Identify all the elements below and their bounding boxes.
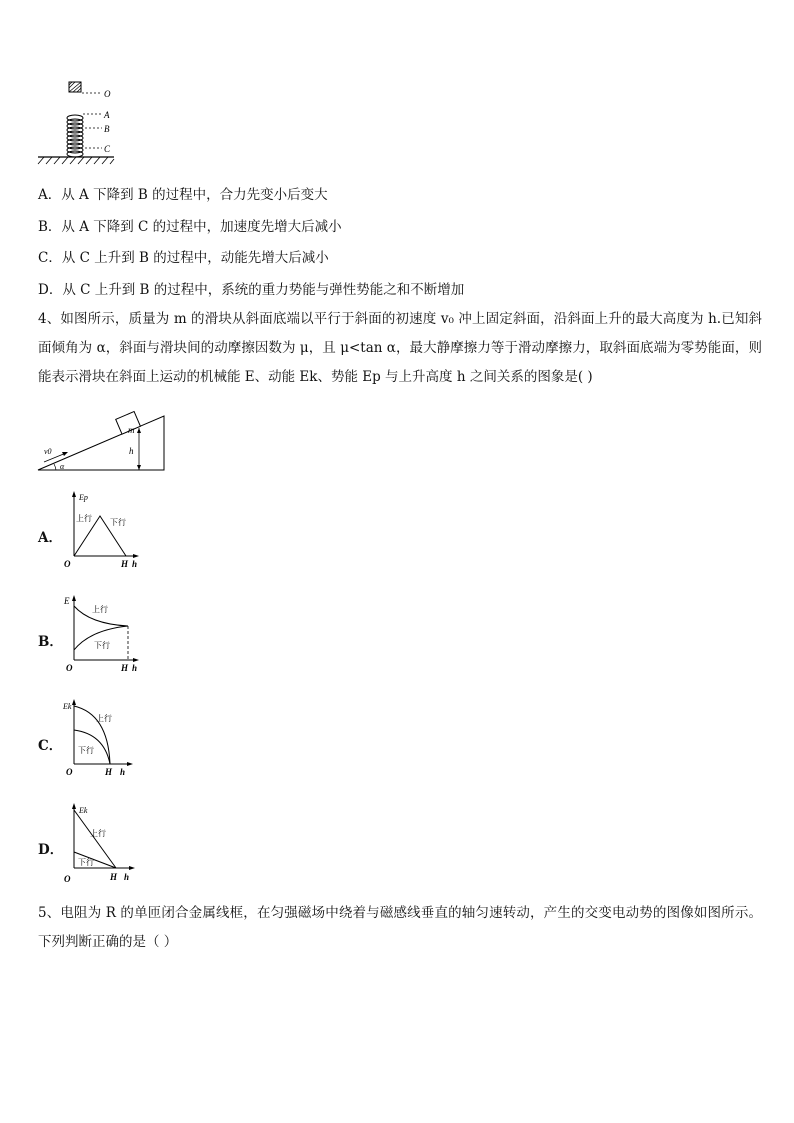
y-axis-label: Ek: [79, 806, 88, 815]
origin-label: O: [66, 663, 73, 673]
y-axis-label: Ek: [63, 702, 72, 711]
up-label: 上行: [76, 514, 92, 523]
h-max-label: H: [110, 872, 118, 882]
label-a: A: [104, 110, 110, 120]
graph-d: [60, 800, 150, 886]
q3-option-b: B．从 A 下降到 C 的过程中，加速度先增大后减小: [38, 219, 342, 235]
label-b: B: [104, 124, 110, 134]
down-label: 下行: [110, 518, 126, 527]
h-max-label: H: [121, 663, 129, 673]
option-c-label: C．: [38, 738, 63, 754]
graph-a: [60, 488, 150, 574]
x-axis-label: h: [120, 767, 126, 777]
spring-figure: [36, 80, 126, 172]
q3-option-d: D．从 C 上升到 B 的过程中，系统的重力势能与弹性势能之和不断增加: [38, 282, 465, 298]
graph-b: [60, 592, 150, 678]
origin-label: O: [66, 767, 73, 777]
x-axis-label: h: [124, 872, 130, 882]
angle-label: α: [60, 462, 65, 471]
origin-label: O: [64, 559, 71, 569]
h-max-label: H: [105, 767, 113, 777]
option-a-label: A．: [38, 530, 62, 546]
x-axis-label: h: [132, 663, 138, 673]
down-label: 下行: [78, 746, 94, 755]
option-d-label: D．: [38, 842, 64, 858]
up-label: 上行: [92, 605, 108, 614]
x-axis-label: h: [132, 559, 138, 569]
q4-stem: 4、如图所示，质量为 m 的滑块从斜面底端以平行于斜面的初速度 v₀ 冲上固定斜面，沿斜面上升的最大高度为 h.已知斜面倾角为 α，斜面与滑块间的动摩擦因数为 μ，且 μ<tan α，最大静摩擦力等于滑动摩擦力，取斜面底端为零势能面，则能表示滑块在斜面上运动的机械能 E、动能 Ek、势能 Ep 与上升高度 h 之间关系的图象是( ): [38, 311, 762, 385]
q3-option-c: C．从 C 上升到 B 的过程中，动能先增大后减小: [38, 250, 329, 266]
q3-option-a: A．从 A 下降到 B 的过程中，合力先变小后变大: [38, 187, 328, 203]
height-label: h: [129, 446, 134, 456]
label-c: C: [104, 144, 111, 154]
y-axis-label: Ep: [79, 493, 88, 502]
option-b-label: B．: [38, 634, 63, 650]
q5-stem: 5、电阻为 R 的单匝闭合金属线框，在匀强磁场中绕着与磁感线垂直的轴匀速转动，产生的交变电动势的图像如图所示。下列判断正确的是（ ）: [38, 905, 762, 950]
up-label: 上行: [96, 714, 112, 723]
graph-c: [60, 696, 150, 782]
down-label: 下行: [78, 858, 94, 867]
incline-figure: [36, 404, 168, 474]
h-max-label: H: [121, 559, 129, 569]
down-label: 下行: [94, 641, 110, 650]
block-label: m: [128, 425, 135, 435]
up-label: 上行: [90, 829, 106, 838]
origin-label: O: [64, 874, 71, 884]
velocity-label: v0: [44, 447, 52, 456]
label-o: O: [104, 89, 111, 99]
y-axis-label: E: [64, 596, 70, 606]
